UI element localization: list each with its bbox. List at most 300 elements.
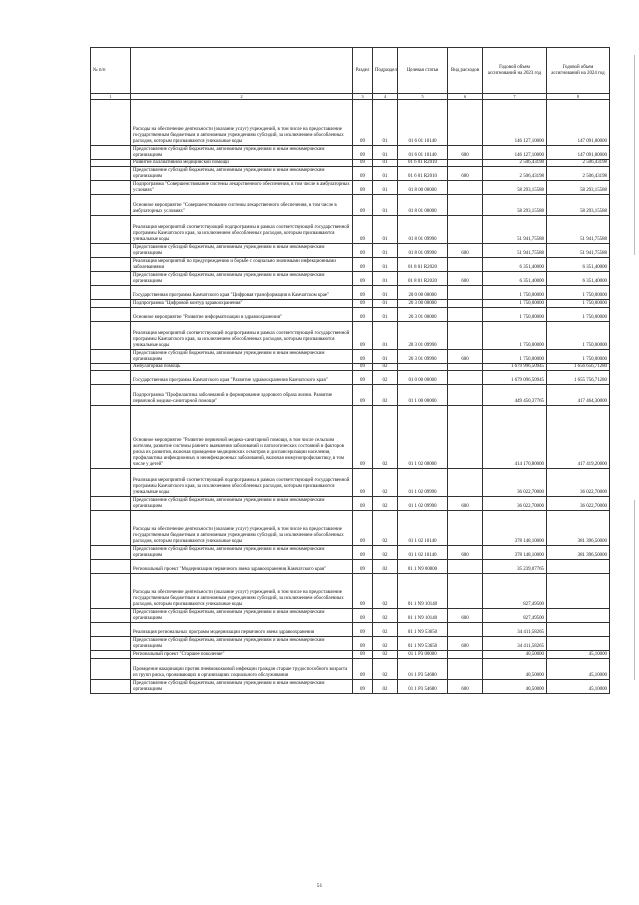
row-volume-2024: 1 750,00000 (547, 286, 610, 300)
row-subsection: 01 (373, 146, 398, 160)
table-row (91, 574, 610, 609)
row-name: Подпрограмма "Профилактика заболеваний и формирование здорового образа жизни. Развитие первичной медико-санитарной помощи" (131, 385, 353, 406)
row-subsection: 02 (373, 609, 398, 623)
row-volume-2024: 58 293,15588 (547, 195, 610, 216)
row-section: 09 (353, 146, 373, 160)
row-volume-2024: 1 750,00000 (547, 300, 610, 308)
row-expense-type (448, 651, 483, 659)
table-row (91, 181, 610, 195)
row-expense-type: 600 (448, 146, 483, 160)
row-volume-2023: 58 293,15588 (483, 181, 547, 195)
row-number (91, 181, 131, 195)
row-number (91, 364, 131, 371)
row-expense-type (448, 258, 483, 272)
row-section: 09 (353, 609, 373, 623)
row-expense-type (448, 560, 483, 574)
row-volume-2024: 58 293,15588 (547, 181, 610, 195)
row-number (91, 300, 131, 308)
row-target-article: 01 1 02 09990 (398, 497, 448, 511)
row-number (91, 160, 131, 167)
header-row (91, 48, 610, 94)
row-volume-2024: 1 750,00000 (547, 350, 610, 364)
row-expense-type (448, 511, 483, 546)
row-name: Реализация мероприятий соответствующей подпрограммы в рамках соответствующей государственной программы Камчатского края, за исключением обособленных расходов, которым присваиваются уникальные коды (131, 469, 353, 497)
header-section: Раздел (353, 48, 373, 94)
row-volume-2023: 1 750,00000 (483, 350, 547, 364)
row-subsection: 01 (373, 181, 398, 195)
row-volume-2023: 1 750,00000 (483, 300, 547, 308)
row-name: Предоставление субсидий бюджетным, автономным учреждениям и иным некоммерческим организациям (131, 497, 353, 511)
row-volume-2024 (547, 560, 610, 574)
row-section: 09 (353, 100, 373, 146)
row-target-article: 01 1 02 09990 (398, 469, 448, 497)
table-row (91, 167, 610, 181)
row-expense-type (448, 385, 483, 406)
row-section: 09 (353, 300, 373, 308)
row-number (91, 244, 131, 258)
column-number: 1 (91, 94, 131, 100)
row-volume-2023: 827,49500 (483, 609, 547, 623)
row-expense-type (448, 216, 483, 244)
row-expense-type (448, 371, 483, 385)
row-target-article: 20 3 01 09990 (398, 350, 448, 364)
budget-table-frame (90, 47, 609, 694)
row-expense-type (448, 160, 483, 167)
row-number (91, 308, 131, 322)
row-section: 09 (353, 322, 373, 350)
row-expense-type (448, 659, 483, 680)
row-section: 09 (353, 160, 373, 167)
row-number (91, 406, 131, 469)
column-number: 7 (483, 94, 547, 100)
column-number: 5 (398, 94, 448, 100)
table-row (91, 160, 610, 167)
row-volume-2023: 414 170,80000 (483, 406, 547, 469)
row-target-article: 01 8 01 R2020 (398, 258, 448, 272)
table-row (91, 511, 610, 546)
row-expense-type (448, 406, 483, 469)
row-subsection: 01 (373, 216, 398, 244)
row-volume-2023: 6 351,40000 (483, 258, 547, 272)
row-expense-type (448, 322, 483, 350)
row-name: Расходы на обеспечение деятельности (оказание услуг) учреждений, в том числе на предоставление государственным бюджетным и автономным учреждениям субсидий, за исключением обособленных расходов, которым присваиваются уникальные коды (131, 574, 353, 609)
row-volume-2024: 417 419,20000 (547, 406, 610, 469)
row-section: 09 (353, 167, 373, 181)
row-subsection: 01 (373, 308, 398, 322)
row-subsection: 01 (373, 167, 398, 181)
table-row (91, 364, 610, 371)
table-body (91, 100, 610, 694)
row-name: Реализация региональных программ модернизации первичного звена здравоохранения (131, 623, 353, 637)
row-name: Развитие паллиативной медицинской помощи (131, 160, 353, 167)
row-volume-2024: 45,10000 (547, 659, 610, 680)
scan-edge-line (634, 500, 635, 680)
row-target-article: 20 3 01 09990 (398, 322, 448, 350)
row-volume-2024: 51 941,75588 (547, 216, 610, 244)
table-row (91, 469, 610, 497)
row-volume-2023: 827,49500 (483, 574, 547, 609)
header-number: № п/п (91, 48, 131, 94)
row-section: 09 (353, 546, 373, 560)
table-row (91, 286, 610, 300)
column-number: 6 (448, 94, 483, 100)
row-volume-2024 (547, 623, 610, 637)
row-target-article: 01 0 00 00000 (398, 371, 448, 385)
row-section: 09 (353, 659, 373, 680)
table-row (91, 100, 610, 146)
row-number (91, 623, 131, 637)
row-section: 09 (353, 680, 373, 694)
row-section: 09 (353, 385, 373, 406)
row-name: Региональный проект "Модернизация первичного звена здравоохранения Камчатского края" (131, 560, 353, 574)
row-volume-2023: 449 450,37765 (483, 385, 547, 406)
row-subsection: 01 (373, 160, 398, 167)
row-subsection: 02 (373, 371, 398, 385)
row-target-article: 01 6 01 10140 (398, 146, 448, 160)
row-subsection: 02 (373, 659, 398, 680)
row-subsection: 02 (373, 560, 398, 574)
row-name: Предоставление субсидий бюджетным, автономным учреждениям и иным некоммерческим организациям (131, 244, 353, 258)
row-subsection: 02 (373, 680, 398, 694)
row-volume-2024 (547, 609, 610, 623)
table-row (91, 146, 610, 160)
table-row (91, 651, 610, 659)
scan-edge-line (634, 55, 635, 255)
row-name: Реализация мероприятий соответствующей подпрограммы в рамках соответствующей государственной программы Камчатского края, за исключением обособленных расходов, которым присваиваются уникальные коды (131, 322, 353, 350)
row-section: 09 (353, 497, 373, 511)
row-expense-type: 600 (448, 272, 483, 286)
row-name: Подпрограмма "Цифровой контур здравоохранения" (131, 300, 353, 308)
table-row (91, 546, 610, 560)
table-row (91, 385, 610, 406)
table-row (91, 680, 610, 694)
row-subsection: 01 (373, 322, 398, 350)
row-number (91, 511, 131, 546)
row-subsection: 02 (373, 546, 398, 560)
row-number (91, 322, 131, 350)
row-name: Предоставление субсидий бюджетным, автономным учреждениям и иным некоммерческим организациям (131, 167, 353, 181)
row-volume-2023: 40,50000 (483, 659, 547, 680)
row-volume-2024: 6 351,40000 (547, 272, 610, 286)
row-number (91, 469, 131, 497)
row-section: 09 (353, 560, 373, 574)
row-volume-2023: 378 148,10000 (483, 546, 547, 560)
row-volume-2024: 1 655 756,71280 (547, 371, 610, 385)
row-name: Предоставление субсидий бюджетным, автономным учреждениям и иным некоммерческим организациям (131, 680, 353, 694)
row-subsection: 02 (373, 623, 398, 637)
row-number (91, 651, 131, 659)
row-target-article: 20 3 00 00000 (398, 300, 448, 308)
row-target-article (398, 364, 448, 371)
column-number: 2 (131, 94, 353, 100)
row-volume-2023: 1 750,00000 (483, 286, 547, 300)
column-number: 3 (353, 94, 373, 100)
row-number (91, 497, 131, 511)
row-number (91, 272, 131, 286)
row-expense-type (448, 100, 483, 146)
header-volume-2024: Годовой объем ассигнований на 2024 год (547, 48, 610, 94)
column-number: 8 (547, 94, 610, 100)
table-row (91, 308, 610, 322)
row-section: 09 (353, 181, 373, 195)
row-subsection: 02 (373, 497, 398, 511)
row-target-article: 01 8 01 R2020 (398, 272, 448, 286)
row-expense-type (448, 300, 483, 308)
row-section: 09 (353, 244, 373, 258)
row-target-article: 01 6 01 R2010 (398, 160, 448, 167)
row-subsection: 02 (373, 364, 398, 371)
row-expense-type (448, 181, 483, 195)
row-name: Предоставление субсидий бюджетным, автономным учреждениям и иным некоммерческим организациям (131, 546, 353, 560)
row-volume-2023: 35 239,07765 (483, 560, 547, 574)
row-volume-2024: 2 506,43198 (547, 160, 610, 167)
row-volume-2024: 1 656 656,71280 (547, 364, 610, 371)
header-name (131, 48, 353, 94)
row-volume-2023: 34 411,58265 (483, 637, 547, 651)
row-volume-2023: 146 127,10000 (483, 100, 547, 146)
row-name: Предоставление субсидий бюджетным, автономным учреждениям и иным некоммерческим организациям (131, 637, 353, 651)
row-target-article: 01 1 02 10140 (398, 511, 448, 546)
row-target-article: 01 6 01 R2010 (398, 167, 448, 181)
row-volume-2023: 40,50000 (483, 680, 547, 694)
row-target-article: 01 1 02 10140 (398, 546, 448, 560)
table-row (91, 406, 610, 469)
row-target-article: 01 1 P3 54680 (398, 659, 448, 680)
table-row (91, 609, 610, 623)
row-volume-2023: 34 411,58265 (483, 623, 547, 637)
table-row (91, 371, 610, 385)
row-volume-2023: 146 127,10000 (483, 146, 547, 160)
row-target-article: 20 3 01 00000 (398, 308, 448, 322)
row-target-article: 01 1 N9 10140 (398, 609, 448, 623)
row-section: 09 (353, 272, 373, 286)
row-expense-type: 600 (448, 637, 483, 651)
header-target-article: Целевая статья (398, 48, 448, 94)
row-volume-2023: 36 022,70000 (483, 497, 547, 511)
row-volume-2023: 51 941,75588 (483, 216, 547, 244)
row-number (91, 258, 131, 272)
table-row (91, 637, 610, 651)
row-subsection: 01 (373, 272, 398, 286)
row-target-article: 20 0 00 00000 (398, 286, 448, 300)
row-number (91, 659, 131, 680)
row-number (91, 637, 131, 651)
row-section: 09 (353, 350, 373, 364)
row-target-article: 01 8 01 09990 (398, 244, 448, 258)
row-target-article: 01 1 N9 53650 (398, 623, 448, 637)
row-number (91, 546, 131, 560)
row-name: Предоставление субсидий бюджетным, автономным учреждениям и иным некоммерческим организациям (131, 609, 353, 623)
row-volume-2024: 45,10000 (547, 680, 610, 694)
row-expense-type (448, 286, 483, 300)
row-name: Основное мероприятие "Совершенствование системы лекарственного обеспечения, в том числе в амбулаторных условиях" (131, 195, 353, 216)
row-volume-2023: 378 148,10000 (483, 511, 547, 546)
row-volume-2024: 147 091,00000 (547, 146, 610, 160)
row-volume-2024: 417 464,30000 (547, 385, 610, 406)
row-volume-2024: 36 022,70000 (547, 469, 610, 497)
row-number (91, 100, 131, 146)
row-target-article: 01 8 01 00000 (398, 195, 448, 216)
row-volume-2023: 2 506,43198 (483, 167, 547, 181)
row-target-article: 01 1 P3 54680 (398, 680, 448, 694)
row-expense-type (448, 623, 483, 637)
row-volume-2024: 147 091,00000 (547, 100, 610, 146)
row-volume-2024: 1 750,00000 (547, 322, 610, 350)
table-row (91, 322, 610, 350)
row-section: 09 (353, 651, 373, 659)
row-volume-2024 (547, 637, 610, 651)
row-volume-2024: 381 396,50000 (547, 511, 610, 546)
row-expense-type: 600 (448, 244, 483, 258)
row-expense-type: 600 (448, 546, 483, 560)
row-target-article: 01 1 N9 00000 (398, 560, 448, 574)
row-name: Основное мероприятие "Развитие первичной медико-санитарной помощи, в том числе сельским жителям, развитие системы раннего выявления заболеваний и патологических состояний и факторов риска их развития, включая проведение медицинских осмотров и диспансеризации населения, профилактика инфекционных и неинфекционных заболеваний, включая иммунопрофилактику, в том числе у детей" (131, 406, 353, 469)
row-section: 09 (353, 371, 373, 385)
row-name: Подпрограмма "Совершенствование системы лекарственного обеспечения, в том числе в амбулаторных условиях" (131, 181, 353, 195)
row-name: Амбулаторная помощь (131, 364, 353, 371)
row-name: Реализация мероприятий по предупреждению и борьбе с социально значимыми инфекционными заболеваниями (131, 258, 353, 272)
row-name: Проведение вакцинации против пневмококковой инфекции граждан старше трудоспособного возраста из групп риска, проживающих в организациях социального обслуживания (131, 659, 353, 680)
row-section: 09 (353, 195, 373, 216)
budget-table (90, 47, 610, 694)
row-subsection: 02 (373, 406, 398, 469)
row-volume-2023: 58 293,15588 (483, 195, 547, 216)
row-section: 09 (353, 511, 373, 546)
table-row (91, 216, 610, 244)
row-subsection: 02 (373, 469, 398, 497)
table-row (91, 350, 610, 364)
page-number: 51 (316, 883, 323, 889)
row-subsection: 01 (373, 286, 398, 300)
row-section: 09 (353, 216, 373, 244)
row-volume-2023: 6 351,40000 (483, 272, 547, 286)
row-volume-2023: 1 750,00000 (483, 308, 547, 322)
row-target-article: 01 1 N9 10140 (398, 574, 448, 609)
row-volume-2023: 36 022,70000 (483, 469, 547, 497)
table-row (91, 272, 610, 286)
row-name: Предоставление субсидий бюджетным, автономным учреждениям и иным некоммерческим организациям (131, 350, 353, 364)
row-subsection: 01 (373, 350, 398, 364)
row-number (91, 385, 131, 406)
row-expense-type: 600 (448, 167, 483, 181)
row-volume-2024 (547, 574, 610, 609)
row-expense-type (448, 308, 483, 322)
table-row (91, 560, 610, 574)
row-subsection: 01 (373, 258, 398, 272)
row-expense-type (448, 574, 483, 609)
row-number (91, 167, 131, 181)
row-number (91, 195, 131, 216)
table-row (91, 623, 610, 637)
row-name: Расходы на обеспечение деятельности (оказание услуг) учреждений, в том числе на предоставление государственным бюджетным и автономным учреждениям субсидий, за исключением обособленных расходов, которым присваиваются уникальные коды (131, 100, 353, 146)
row-expense-type: 600 (448, 497, 483, 511)
header-subsection: Подраздел (373, 48, 398, 94)
row-section: 09 (353, 623, 373, 637)
row-volume-2024: 45,10000 (547, 651, 610, 659)
row-section: 09 (353, 308, 373, 322)
row-volume-2024: 1 750,00000 (547, 308, 610, 322)
row-target-article: 01 1 P3 00000 (398, 651, 448, 659)
row-name: Предоставление субсидий бюджетным, автономным учреждениям и иным некоммерческим организациям (131, 272, 353, 286)
row-section: 09 (353, 406, 373, 469)
row-target-article: 01 8 01 09990 (398, 216, 448, 244)
row-expense-type (448, 469, 483, 497)
row-section: 09 (353, 469, 373, 497)
row-volume-2024: 51 941,75588 (547, 244, 610, 258)
row-number (91, 560, 131, 574)
row-expense-type: 600 (448, 350, 483, 364)
row-target-article: 01 1 00 00000 (398, 385, 448, 406)
row-target-article: 01 6 01 10140 (398, 100, 448, 146)
column-number: 4 (373, 94, 398, 100)
row-volume-2023: 2 506,43198 (483, 160, 547, 167)
row-subsection: 01 (373, 100, 398, 146)
row-target-article: 01 1 N9 53650 (398, 637, 448, 651)
row-volume-2023: 1 679 996,50945 (483, 364, 547, 371)
row-subsection: 02 (373, 651, 398, 659)
row-section: 09 (353, 574, 373, 609)
row-number (91, 216, 131, 244)
row-volume-2024: 6 351,40000 (547, 258, 610, 272)
row-number (91, 350, 131, 364)
row-number (91, 146, 131, 160)
row-subsection: 02 (373, 637, 398, 651)
table-row (91, 497, 610, 511)
row-name: Реализация мероприятий соответствующей подпрограммы в рамках соответствующей государственной программы Камчатского края, за исключением обособленных расходов, которым присваиваются уникальные коды (131, 216, 353, 244)
row-volume-2023: 1 750,00000 (483, 322, 547, 350)
row-target-article: 01 1 02 00000 (398, 406, 448, 469)
row-volume-2024: 36 022,70000 (547, 497, 610, 511)
row-volume-2024: 2 506,43198 (547, 167, 610, 181)
row-section: 09 (353, 258, 373, 272)
row-volume-2023: 1 679 096,50945 (483, 371, 547, 385)
row-expense-type (448, 364, 483, 371)
row-expense-type: 600 (448, 680, 483, 694)
row-subsection: 02 (373, 511, 398, 546)
table-row (91, 300, 610, 308)
row-volume-2024: 381 396,50000 (547, 546, 610, 560)
row-number (91, 680, 131, 694)
row-name: Основное мероприятие "Развитие информатизации в здравоохранении" (131, 308, 353, 322)
table-row (91, 195, 610, 216)
table-row (91, 244, 610, 258)
row-expense-type: 600 (448, 609, 483, 623)
header-volume-2023: Годовой объем ассигнований на 2023 год (483, 48, 547, 94)
row-name: Предоставление субсидий бюджетным, автономным учреждениям и иным некоммерческим организациям (131, 146, 353, 160)
row-number (91, 574, 131, 609)
row-name: Расходы на обеспечение деятельности (оказание услуг) учреждений, в том числе на предоставление государственным бюджетным и автономным учреждениям субсидий, за исключением обособленных расходов, которым присваиваются уникальные коды (131, 511, 353, 546)
row-subsection: 01 (373, 300, 398, 308)
row-section: 09 (353, 286, 373, 300)
row-number (91, 286, 131, 300)
row-subsection: 01 (373, 244, 398, 258)
row-volume-2023: 40,50000 (483, 651, 547, 659)
row-section: 09 (353, 637, 373, 651)
row-subsection: 01 (373, 195, 398, 216)
row-name: Государственная программа Камчатского края "Цифровая трансформация в Камчатском крае" (131, 286, 353, 300)
table-row (91, 659, 610, 680)
row-number (91, 609, 131, 623)
header-expense-type: Вид расходов (448, 48, 483, 94)
row-name: Государственная программа Камчатского края "Развитие здравоохранения Камчатского края" (131, 371, 353, 385)
row-subsection: 02 (373, 385, 398, 406)
row-target-article: 01 8 00 00000 (398, 181, 448, 195)
row-section: 09 (353, 364, 373, 371)
row-expense-type (448, 195, 483, 216)
row-subsection: 02 (373, 574, 398, 609)
table-row (91, 258, 610, 272)
row-name: Региональный проект "Старшее поколение" (131, 651, 353, 659)
